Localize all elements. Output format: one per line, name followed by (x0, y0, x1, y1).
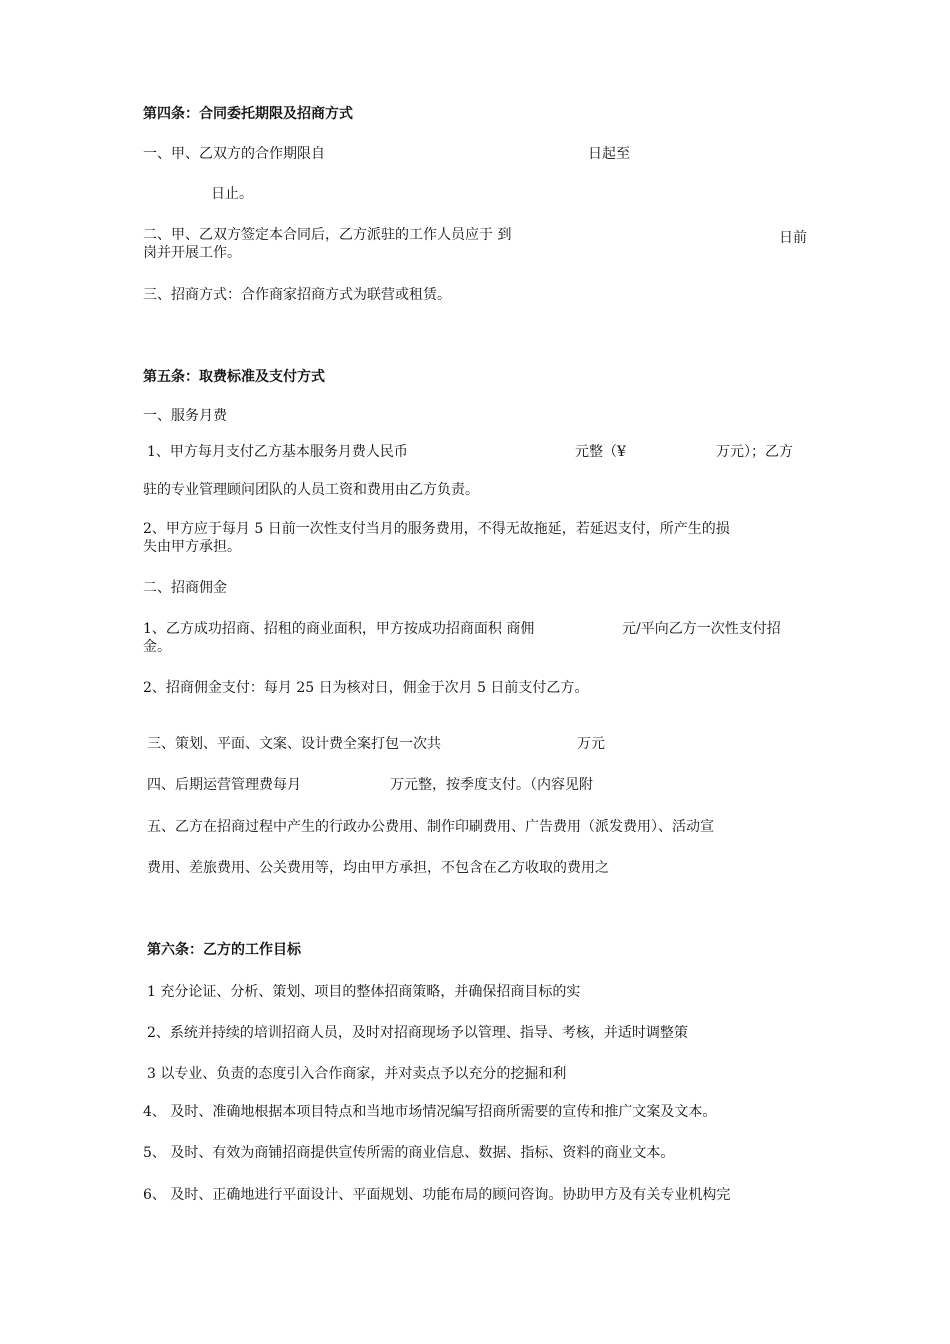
art6-item-4: 4、 及时、准确地根据本项目特点和当地市场情况编写招商所需要的宣传和推广文案及文本。 (143, 1104, 717, 1120)
art5-commission-payment: 2、招商佣金支付：每月 25 日为核对日，佣金于次月 5 日前支付乙方。 (143, 680, 589, 696)
art6-item-2: 2、系统并持续的培训招商人员，及时对招商现场予以管理、指导、考核，并适时调整策 (147, 1025, 688, 1041)
art5-payment-line2: 失由甲方承担。 (143, 539, 241, 555)
art6-item-3: 3 以专业、负责的态度引入合作商家，并对卖点予以充分的挖掘和利 (147, 1066, 567, 1082)
article-5-heading: 第五条：取费标准及支付方式 (143, 369, 325, 385)
art5-fee-line2: 驻的专业管理顾问团队的人员工资和费用由乙方负责。 (143, 482, 479, 498)
art5-fee-line1-unit: 万元）；乙方 (716, 444, 793, 460)
art5-commission-line1-rate: 元/平向乙方一次性支付招 (622, 621, 781, 637)
art4-line2-cont: 岗并开展工作。 (143, 245, 241, 261)
art5-section2-title: 二、招商佣金 (143, 580, 227, 596)
art4-line3: 三、招商方式：合作商家招商方式为联营或租赁。 (143, 287, 451, 303)
art6-item-6: 6、 及时、正确地进行平面设计、平面规划、功能布局的顾问咨询。协助甲方及有关专业机构完 (143, 1187, 731, 1203)
art5-section5-line2: 费用、差旅费用、公关费用等，均由甲方承担，不包含在乙方收取的费用之 (147, 860, 609, 876)
art5-commission-line1-text: 1、乙方成功招商、招租的商业面积，甲方按成功招商面积 商佣 (143, 621, 535, 637)
art6-item-5: 5、 及时、有效为商铺招商提供宣传所需的商业信息、数据、指标、资料的商业文本。 (143, 1145, 675, 1161)
art6-item-1: 1 充分论证、分析、策划、项目的整体招商策略，并确保招商目标的实 (147, 984, 581, 1000)
art5-commission-line2: 金。 (143, 639, 171, 655)
art4-line2-deadline: 日前 (779, 230, 807, 246)
art5-fee-line1-amount: 元整（¥ (575, 444, 626, 460)
art5-section4-unit: 万元整，按季度支付。（内容见附 (390, 777, 593, 793)
art4-line1-date-to: 日止。 (211, 186, 253, 202)
article-6-heading: 第六条：乙方的工作目标 (147, 942, 301, 958)
art5-payment-line1: 2、甲方应于每月 5 日前一次性支付当月的服务费用，不得无故拖延，若延迟支付，所产生的损 (143, 521, 730, 537)
art4-line1-date-from: 日起至 (588, 146, 630, 162)
art5-section3-text: 三、策划、平面、文案、设计费全案打包一次共 (147, 736, 441, 752)
art5-fee-line1-text: 1、甲方每月支付乙方基本服务月费人民币 (147, 444, 408, 460)
art5-section4-text: 四、后期运营管理费每月 (147, 777, 301, 793)
art4-line2-text: 二、甲、乙双方签定本合同后，乙方派驻的工作人员应于 到 (143, 227, 512, 243)
art5-section1-title: 一、服务月费 (143, 408, 227, 424)
art4-line1-text: 一、甲、乙双方的合作期限自 (143, 146, 325, 162)
art5-section5-line1: 五、乙方在招商过程中产生的行政办公费用、制作印刷费用、广告费用（派发费用）、活动宣 (147, 819, 714, 835)
art5-section3-unit: 万元 (577, 736, 605, 752)
article-4-heading: 第四条：合同委托期限及招商方式 (143, 106, 353, 122)
